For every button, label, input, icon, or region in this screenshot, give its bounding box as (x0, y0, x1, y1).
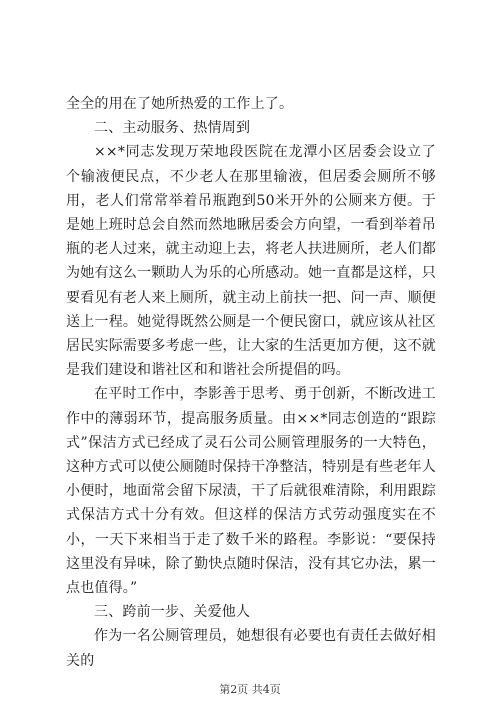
paragraph-continuation: 全全的用在了她所热爱的工作上了。 (66, 96, 294, 112)
paragraph-care: 作为一名公厕管理员，她想很有必要也有责任去做好相关的 (66, 628, 436, 669)
paragraph-service: ××*同志发现万荣地段医院在龙潭小区居委会设立了个输液便民点，不少老人在那里输液，但居委会厕所不够用，老人们常常举着吊瓶跑到50米开外的公厕来方便。于是她上班时总会自然而然地瞅居委会方向望，一看到举着吊瓶的老人过来，就主动迎上去，将老人扶进厕所，老人们都为她有这么一颗助人为乐的心所感动。她一直都是这样，只要看见有老人来上厕所，就主动上前扶一把、问一声、顺便送上一程。她觉得既然公厕是一个便民窗口，就应该从社区居民实际需要多考虑一些，让大家的生活更加方便，这不就是我们建设和谐社区和和谐社会所提倡的吗。 (66, 144, 436, 379)
paragraph-innovation: 在平时工作中，李影善于思考、勇于创新，不断改进工作中的薄弱环节，提高服务质量。由××*同志创造的“跟踪式”保洁方式已经成了灵石公司公厕管理服务的一大特色，这种方式可以使公厕随时保持干净整洁，特别是有些老年人小便时，地面常会留下尿渍，干了后就很难清除，利用跟踪式保洁方式十分有效。但这样的保洁方式劳动强度实在不小，一天下来相当于走了数千米的路程。李影说：“要保持这里没有异味，除了勤快点随时保洁，没有其它办法，累一点也值得。” (66, 386, 436, 597)
document-body (66, 92, 436, 673)
page-number-footer: 第2页 共4页 (219, 683, 281, 696)
section-heading-3: 三、跨前一步、关爱他人 (94, 604, 251, 621)
section-heading-2: 二、主动服务、热情周到 (94, 120, 251, 137)
